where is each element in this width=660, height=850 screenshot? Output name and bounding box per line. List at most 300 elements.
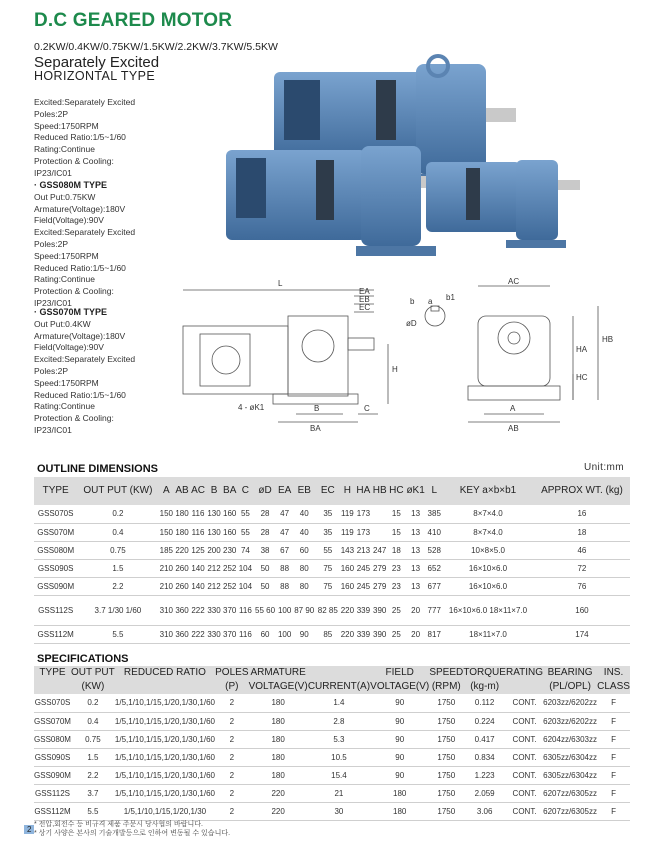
header-cell — [506, 680, 543, 694]
table-cell: 1750 — [429, 694, 463, 712]
header-cell: VOLTAGE(V) — [370, 681, 430, 692]
header-cell — [308, 666, 370, 680]
table-cell: 220 — [340, 595, 356, 625]
table-cell: 2.059 — [463, 784, 506, 802]
spec-line: Poles:2P — [34, 365, 69, 376]
table-cell: 2 — [215, 802, 248, 820]
table-cell: 16×10×6.0 18×11×7.0 — [442, 595, 534, 625]
table-cell: GSS112M — [34, 802, 71, 820]
header-cell: SPEED — [429, 667, 464, 678]
table-cell: 10.5 — [308, 748, 370, 766]
header-cell: (KW) — [71, 680, 115, 694]
table-cell: 220 — [174, 541, 190, 559]
table-cell: 410 — [426, 523, 442, 541]
header-cell: CURRENT(A) — [307, 681, 371, 692]
table-row — [34, 523, 630, 541]
header-cell: INS. — [597, 666, 630, 680]
table-row — [34, 559, 630, 577]
table-cell: 35 — [316, 505, 340, 523]
table-cell: 6204zz/6303zz — [543, 730, 597, 748]
header-cell: øK1 — [405, 477, 427, 505]
header-cell: CLASS — [597, 681, 630, 692]
table-cell: 220 — [340, 625, 356, 643]
table-cell: 160 — [534, 595, 630, 625]
label-AC: AC — [508, 277, 520, 286]
spec-line: Excited:Separately Excited — [34, 227, 136, 238]
table-cell: 173 — [355, 505, 371, 523]
table-cell: GSS112M — [34, 625, 77, 643]
table-cell: 330 — [206, 625, 222, 643]
spec-line: Field(Voltage):90V — [34, 215, 104, 226]
table-row — [34, 730, 630, 748]
label-EB: EB — [359, 295, 370, 304]
table-cell: 87 90 — [292, 595, 316, 625]
table-cell: 0.2 — [77, 505, 158, 523]
table-cell: 90 — [370, 766, 429, 784]
table-cell: 2 — [215, 694, 248, 712]
table-cell: 104 — [238, 559, 254, 577]
table-cell: 160 — [222, 505, 238, 523]
table-cell: 116 — [190, 505, 206, 523]
table-cell: 817 — [426, 625, 442, 643]
table-cell: 200 — [206, 541, 222, 559]
label-b: b — [410, 297, 415, 306]
table-cell: 116 — [238, 625, 254, 643]
table-cell: 13 — [405, 577, 427, 595]
specifications-table — [34, 666, 630, 821]
table-cell: 370 — [222, 625, 238, 643]
header-cell: REDUCED RATIO — [115, 666, 215, 680]
footer-note-2: * 상기 사양은 본사의 기술개발등으로 인하여 변동될 수 있습니다. — [34, 830, 231, 837]
header-cell: L — [426, 477, 442, 505]
footer-notes — [34, 820, 230, 838]
table-cell: 1.5 — [71, 748, 115, 766]
power-ratings: 0.2KW/0.4KW/0.75KW/1.5KW/2.2KW/3.7KW/5.5KW — [34, 41, 278, 53]
label-A: A — [510, 404, 516, 413]
spec-line: Rating:Continue — [34, 144, 95, 155]
spec-line: Excited:Separately Excited — [34, 97, 136, 107]
subtitle-type: HORIZONTAL TYPE — [34, 69, 156, 83]
table-cell: 47 — [277, 523, 293, 541]
table-cell: 330 — [206, 595, 222, 625]
table-cell: 30 — [308, 802, 370, 820]
table-cell: 90 — [370, 694, 429, 712]
spec-line: Field(Voltage):90V — [34, 342, 104, 353]
table-cell: 55 — [238, 505, 254, 523]
table-cell: 0.75 — [71, 730, 115, 748]
table-cell: GSS070S — [34, 694, 71, 712]
table-cell: 55 60 — [253, 595, 277, 625]
table-cell: 1750 — [429, 712, 463, 730]
table-cell: 6305zz/6304zz — [543, 766, 597, 784]
table-cell: 2.2 — [71, 766, 115, 784]
table-cell: 339 — [355, 625, 371, 643]
subtitle-excitation: Separately Excited — [34, 54, 160, 71]
table-row — [34, 541, 630, 559]
table-cell: 0.224 — [463, 712, 506, 730]
table-cell: 5.5 — [71, 802, 115, 820]
table-cell: 104 — [238, 577, 254, 595]
table-cell: 25 — [388, 625, 405, 643]
header-cell: POLES — [215, 667, 249, 678]
table-cell: 23 — [388, 577, 405, 595]
table-cell: 50 — [253, 559, 277, 577]
table-cell: 23 — [388, 559, 405, 577]
table-cell: 55 — [316, 541, 340, 559]
table-cell: 18 — [534, 523, 630, 541]
header-cell: BEARING — [543, 666, 597, 680]
table-cell: 2 — [215, 766, 248, 784]
header-cell: (RPM) — [429, 680, 463, 694]
table-cell: 10×8×5.0 — [442, 541, 534, 559]
spec-line: Reduced Ratio:1/5~1/60 — [34, 262, 126, 273]
table-cell: 6207zz/6305zz — [543, 784, 597, 802]
table-cell: 260 — [174, 577, 190, 595]
table-cell: 1/5,1/10,1/15,1/20,1/30,1/60 — [115, 712, 215, 730]
spec-line: IP23/IC01 — [34, 297, 72, 308]
table-cell: 75 — [316, 577, 340, 595]
table-cell: GSS112S — [34, 595, 77, 625]
label-b1: b1 — [446, 293, 455, 302]
table-cell: 1/5,1/10,1/15,1/20,1/30,1/60 — [115, 766, 215, 784]
table-cell: 13 — [405, 505, 427, 523]
table-cell: 1.223 — [463, 766, 506, 784]
label-HB: HB — [602, 335, 614, 344]
table-cell: 212 — [206, 577, 222, 595]
table-row — [34, 694, 630, 712]
table-cell: 82 85 — [316, 595, 340, 625]
table-cell: F — [597, 748, 630, 766]
table-cell: 310 — [158, 625, 174, 643]
table-cell: 13 — [405, 559, 427, 577]
table-row — [34, 625, 630, 643]
unit-label: Unit:mm — [583, 462, 624, 473]
table-cell: 119 — [340, 523, 356, 541]
table-cell: 20 — [405, 595, 427, 625]
spec-line: Out Put:0.4KW — [34, 318, 91, 329]
table-cell: 370 — [222, 595, 238, 625]
label-H: H — [392, 365, 398, 374]
table-cell: GSS070S — [34, 505, 77, 523]
table-cell: 180 — [249, 766, 308, 784]
header-cell: EB — [292, 477, 316, 505]
table-cell: 15 — [388, 505, 405, 523]
table-cell: 180 — [174, 505, 190, 523]
table-cell: 3.06 — [463, 802, 506, 820]
table-cell: 390 — [372, 625, 388, 643]
table-cell: 180 — [370, 802, 429, 820]
table-cell: 90 — [370, 730, 429, 748]
table-cell: 1/5,1/10,1/15,1/20,1/30,1/60 — [115, 784, 215, 802]
specs-title: SPECIFICATIONS — [37, 653, 129, 665]
header-cell: KEY a×b×b1 — [442, 477, 534, 505]
table-cell: 6305zz/6304zz — [543, 748, 597, 766]
table-cell: 1/5,1/10,1/15,1/20,1/30 — [115, 802, 215, 820]
table-cell: 6207zz/6305zz — [543, 802, 597, 820]
table-cell: 130 — [206, 523, 222, 541]
table-cell: 6203zz/6202zz — [543, 694, 597, 712]
table-header-row — [34, 666, 630, 680]
table-cell: 1/5,1/10,1/15,1/20,1/30,1/60 — [115, 730, 215, 748]
table-cell: F — [597, 694, 630, 712]
table-cell: 0.834 — [463, 748, 506, 766]
header-cell: (PL/OPL) — [543, 680, 597, 694]
table-cell: 72 — [534, 559, 630, 577]
header-cell: BA — [222, 477, 238, 505]
header-cell: (P) — [215, 680, 248, 694]
table-cell: 15 — [388, 523, 405, 541]
spec-line: IP23/IC01 — [34, 424, 72, 435]
table-cell: GSS090M — [34, 766, 71, 784]
table-cell: 125 — [190, 541, 206, 559]
table-cell: 16 — [534, 505, 630, 523]
table-cell: 2 — [215, 748, 248, 766]
motor-photo — [176, 50, 586, 270]
header-cell: HA — [355, 477, 371, 505]
table-cell: 116 — [190, 523, 206, 541]
spec-line: Excited:Separately Excited — [34, 354, 136, 365]
table-cell: 13 — [405, 523, 427, 541]
spec-line: Rating:Continue — [34, 274, 95, 285]
table-cell: 116 — [238, 595, 254, 625]
table-cell: 1750 — [429, 802, 463, 820]
spec-line: Out Put:0.75KW — [34, 191, 96, 202]
table-cell: 40 — [292, 505, 316, 523]
table-cell: 60 — [253, 625, 277, 643]
label-AB: AB — [508, 424, 519, 433]
header-cell — [115, 680, 215, 694]
spec-line: Armature(Voltage):180V — [34, 330, 126, 341]
table-cell: 35 — [316, 523, 340, 541]
table-row — [34, 505, 630, 523]
table-cell: 0.4 — [77, 523, 158, 541]
table-cell: 185 — [158, 541, 174, 559]
table-cell: 3.7 1/30 1/60 — [77, 595, 158, 625]
table-cell: 180 — [249, 694, 308, 712]
header-cell — [34, 680, 71, 694]
table-cell: 180 — [249, 748, 308, 766]
table-cell: 360 — [174, 625, 190, 643]
table-cell: 67 — [277, 541, 293, 559]
label-HA: HA — [576, 345, 588, 354]
table-cell: 46 — [534, 541, 630, 559]
table-cell: 150 — [158, 505, 174, 523]
table-cell: 3.7 — [71, 784, 115, 802]
table-cell: 220 — [249, 802, 308, 820]
spec-block-title: · GSS070M TYPE — [34, 307, 108, 317]
table-cell: 15.4 — [308, 766, 370, 784]
table-cell: F — [597, 730, 630, 748]
table-cell — [372, 505, 388, 523]
label-EC: EC — [359, 303, 371, 312]
header-cell: A — [158, 477, 174, 505]
page-number: 2 — [24, 825, 34, 834]
header-cell: OUT PUT (KW) — [77, 477, 158, 505]
table-cell: 47 — [277, 505, 293, 523]
table-cell: 6203zz/6202zz — [543, 712, 597, 730]
table-cell: 80 — [292, 577, 316, 595]
spec-line: Poles:2P — [34, 238, 69, 249]
table-cell: 1750 — [429, 730, 463, 748]
table-cell: 18×11×7.0 — [442, 625, 534, 643]
table-cell: 5.5 — [77, 625, 158, 643]
header-cell: EC — [316, 477, 340, 505]
table-cell: F — [597, 712, 630, 730]
label-BA: BA — [310, 424, 321, 433]
table-cell: GSS070M — [34, 712, 71, 730]
table-cell: 90 — [292, 625, 316, 643]
table-cell: 247 — [372, 541, 388, 559]
table-cell: 8×7×4.0 — [442, 505, 534, 523]
table-cell: 1750 — [429, 784, 463, 802]
table-cell: 18 — [388, 541, 405, 559]
label-B: B — [314, 404, 320, 413]
table-cell: 174 — [534, 625, 630, 643]
table-row — [34, 802, 630, 820]
table-cell: 2.8 — [308, 712, 370, 730]
header-cell: TYPE — [34, 666, 71, 680]
table-row — [34, 784, 630, 802]
label-D: øD — [406, 319, 417, 328]
table-cell: GSS080M — [34, 541, 77, 559]
table-cell: 25 — [388, 595, 405, 625]
spec-line: Reduced Ratio:1/5~1/60 — [34, 389, 126, 400]
footer-note-1: * 전압,회전수 등 비규격 제품 주문시 당사협의 바랍니다. — [34, 821, 203, 828]
table-cell: 143 — [340, 541, 356, 559]
table-cell: 2 — [215, 784, 248, 802]
header-cell: TORQUE — [463, 667, 506, 678]
page-title: D.C GEARED MOTOR — [34, 10, 233, 31]
dimension-drawing — [178, 276, 623, 446]
table-cell: 90 — [370, 712, 429, 730]
table-cell: 140 — [190, 559, 206, 577]
header-cell: øD — [253, 477, 277, 505]
table-cell: CONT. — [506, 766, 543, 784]
table-cell: 230 — [222, 541, 238, 559]
label-HC: HC — [576, 373, 588, 382]
table-cell: 252 — [222, 577, 238, 595]
header-cell: RATING — [506, 667, 544, 678]
table-cell: 100 — [277, 625, 293, 643]
table-cell: 0.417 — [463, 730, 506, 748]
table-cell: 100 — [277, 595, 293, 625]
table-cell: 180 — [370, 784, 429, 802]
header-cell: OUT PUT — [71, 667, 115, 678]
spec-block-1 — [34, 97, 174, 180]
label-K1: 4 - øK1 — [238, 403, 265, 412]
table-cell: 777 — [426, 595, 442, 625]
table-cell: 260 — [174, 559, 190, 577]
table-cell: 173 — [355, 523, 371, 541]
table-cell: 88 — [277, 559, 293, 577]
table-cell: 160 — [340, 559, 356, 577]
table-cell: 140 — [190, 577, 206, 595]
table-cell: 8×7×4.0 — [442, 523, 534, 541]
table-cell: CONT. — [506, 694, 543, 712]
table-cell: 2.2 — [77, 577, 158, 595]
header-cell: AB — [174, 477, 190, 505]
table-cell: 2 — [215, 730, 248, 748]
spec-block-gss080m — [34, 180, 174, 310]
table-cell: 339 — [355, 595, 371, 625]
table-cell: 0.2 — [71, 694, 115, 712]
table-cell: 252 — [222, 559, 238, 577]
table-cell: 75 — [316, 559, 340, 577]
spec-line: Rating:Continue — [34, 401, 95, 412]
table-cell: CONT. — [506, 748, 543, 766]
table-cell: GSS080M — [34, 730, 71, 748]
spec-block-title: · GSS080M TYPE — [34, 180, 108, 190]
header-cell: HC — [388, 477, 405, 505]
table-header-row — [34, 477, 630, 505]
label-L: L — [278, 279, 283, 288]
table-cell: GSS112S — [34, 784, 71, 802]
spec-line: Poles:2P — [34, 108, 69, 119]
table-cell: 21 — [308, 784, 370, 802]
label-EA: EA — [359, 287, 370, 296]
table-cell: GSS090S — [34, 748, 71, 766]
table-cell: 13 — [405, 541, 427, 559]
table-cell: 1/5,1/10,1/15,1/20,1/30,1/60 — [115, 694, 215, 712]
header-cell: AC — [190, 477, 206, 505]
spec-line: IP23/IC01 — [34, 167, 72, 178]
header-cell: FIELD — [370, 666, 429, 680]
table-cell: 390 — [372, 595, 388, 625]
table-cell: 1750 — [429, 766, 463, 784]
table-cell: 310 — [158, 595, 174, 625]
table-cell: 1750 — [429, 748, 463, 766]
table-cell: 210 — [158, 577, 174, 595]
table-cell: 0.112 — [463, 694, 506, 712]
table-row — [34, 712, 630, 730]
table-cell: 1.4 — [308, 694, 370, 712]
table-cell: 2 — [215, 712, 248, 730]
spec-line: Protection & Cooling: — [34, 286, 114, 297]
table-row — [34, 595, 630, 625]
table-cell: 20 — [405, 625, 427, 643]
table-cell: 360 — [174, 595, 190, 625]
header-cell: B — [206, 477, 222, 505]
table-cell: F — [597, 784, 630, 802]
table-cell: 88 — [277, 577, 293, 595]
table-cell: 0.4 — [71, 712, 115, 730]
header-cell: H — [340, 477, 356, 505]
spec-line: Speed:1750RPM — [34, 377, 99, 388]
table-cell: 245 — [355, 559, 371, 577]
table-cell: 677 — [426, 577, 442, 595]
table-cell: CONT. — [506, 712, 543, 730]
header-cell: EA — [277, 477, 293, 505]
label-a: a — [428, 297, 433, 306]
table-cell: F — [597, 766, 630, 784]
table-cell: 76 — [534, 577, 630, 595]
table-cell: CONT. — [506, 802, 543, 820]
table-cell: 50 — [253, 577, 277, 595]
table-cell: GSS070M — [34, 523, 77, 541]
spec-line: Reduced Ratio:1/5~1/60 — [34, 132, 126, 143]
table-cell: GSS090M — [34, 577, 77, 595]
table-cell: 212 — [206, 559, 222, 577]
label-C: C — [364, 404, 370, 413]
header-cell: VOLTAGE(V) — [248, 681, 308, 692]
table-cell: 160 — [222, 523, 238, 541]
table-cell: CONT. — [506, 730, 543, 748]
table-cell: 90 — [370, 748, 429, 766]
table-row — [34, 766, 630, 784]
table-cell: 1/5,1/10,1/15,1/20,1/30,1/60 — [115, 748, 215, 766]
table-cell: 16×10×6.0 — [442, 559, 534, 577]
table-cell: 119 — [340, 505, 356, 523]
